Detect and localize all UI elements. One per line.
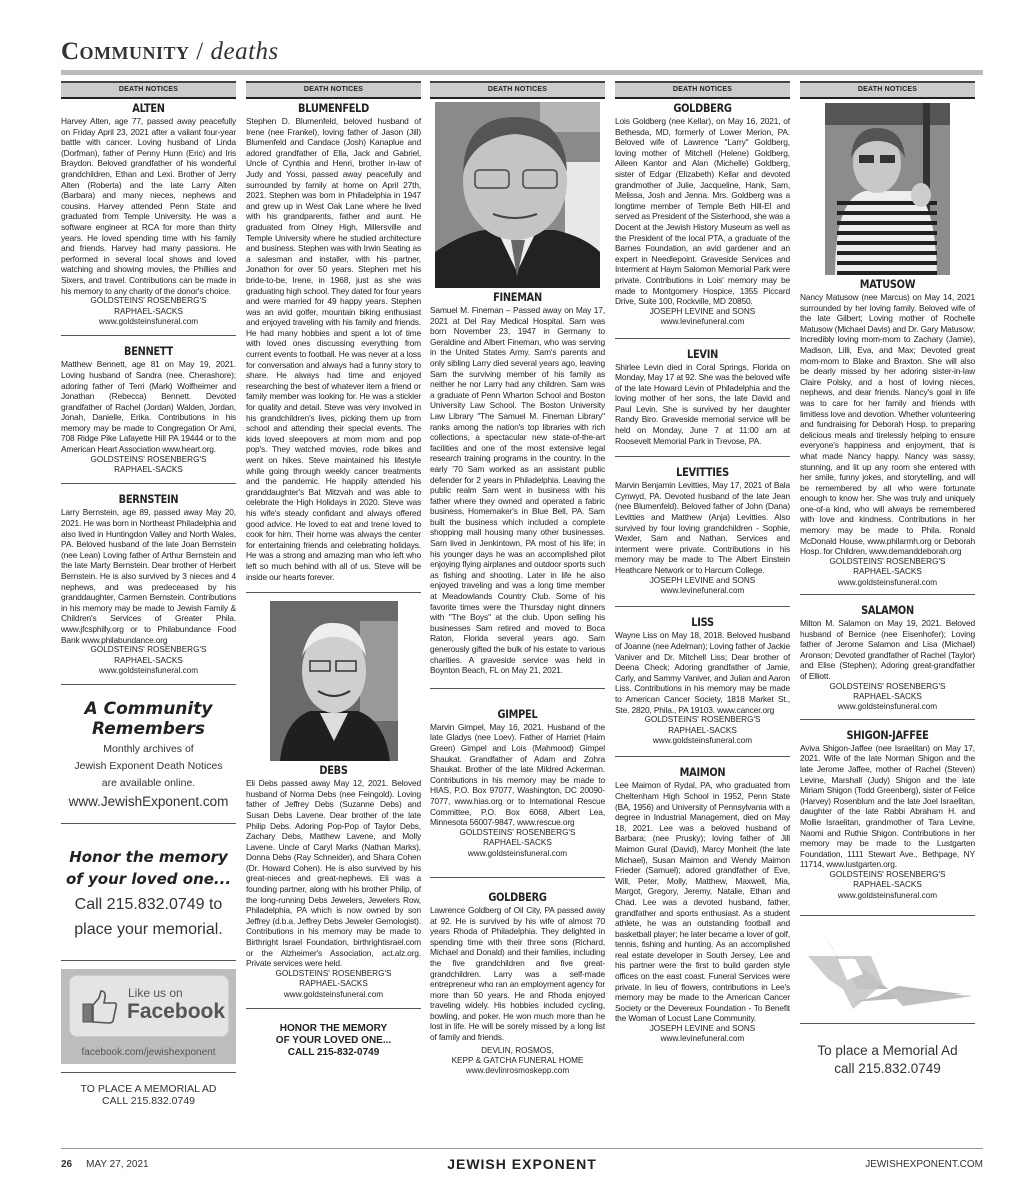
- notice-body: Lois Goldberg (nee Kellar), on May 16, 2021, of Bethesda, MD, formerly of Lower Merion, PA. Beloved wife of Lawrence "Larry" Goldberg, loving mother of Mitchell (Helene) Goldberg, Aileen Kantor and Alan (Michelle) Goldberg, sister of Edgar (Elizabeth) Kellar and devoted grandmother of Julie, Jacqueline, Hank, Sam, Melissa, Josh and Jenna. Mrs. Goldberg was a longtime member of Temple Beth Hill-El and served as President of the Sisterhood, she was a Docent at the Jewish History Museum as well as the President of the local PTA, a graduate of the Barnes Foundation, an avid gardener and an expert in Needlepoint. Graveside Services and Interment at Haym Salomon Memorial Park were private. Contributions in Lois' memory may be made to Montgomery Hospice, 1355 Piccard Drive, Suite 100, Rockville, MD 20850.: [615, 116, 790, 307]
- jewish-exponent-link[interactable]: www.JewishExponent.com: [68, 794, 229, 810]
- website-link[interactable]: JEWISHEXPONENT.COM: [865, 1159, 983, 1170]
- notice-body: Lee Maimon of Rydal, PA, who graduated from Cheltenham High School in 1952, Penn State (BA, 1956) and University of Pennsylvania with a degree in Industrial Management, died on May 18, 2021. Lee was a beloved husband of Barbara; (nee Prusky); loving father of Jill Maimon Gural (David), Marcy Monheit (the late Michael), Susan Maimon and Wendy Maimon Frieder (Samuel); adored grandfather of Eve, Will, Peter, Molly, Matthew, Maxwell, Mia, Margot, Gregory, Jeremy, Natalie, Ethan and Chad. Lee was a devoted husband, father, grandfather and sports enthusiast. As a student athlete, he was an outstanding football and basketball player; he later became a lover of golf, tennis, fishing and hunting. As an accomplished real estate developer in South Jersey, Lee and his partner were the first to build garden style offices on the east coast. Funeral Services were private. In lieu of flowers, contributions in Lee's memory may be made to the American Cancer Society or the Devereux Foundation - To Benefit the Woman of Locust Lane Community.: [615, 780, 790, 1024]
- notice-bennett: [61, 344, 236, 475]
- page-number: 26: [61, 1159, 73, 1170]
- divider: [615, 456, 790, 457]
- notice-body: Shirlee Levin died in Coral Springs, Florida on Monday, May 17 at 92. She was the beloved wife of the late Howard Levin of Philadelphia and the loving mother of her sons, the late David and Paul Levin. She is survived by her daughter Randy Biro. Graveside memorial service will be held on Monday, June 7 at 11:00 am at Roosevelt Memorial Park in Trevose, PA.: [615, 361, 790, 446]
- notice-shigon-jaffee: [800, 728, 975, 901]
- funeral-home: GOLDSTEINS' ROSENBERG'S RAPHAEL-SACKS www.goldsteinsfuneral.com: [800, 557, 975, 588]
- funeral-home-link[interactable]: www.goldsteinsfuneral.com: [837, 577, 938, 587]
- notice-matusow: [800, 103, 975, 588]
- notice-body: Marvin Gimpel, May 16, 2021. Husband of the late Gladys (nee Loev). Father of Harriet (Haim Green) Gimpel and Lois (Mahmood) Gimpel Shaukat. Grandfather of Adam and Zohra Shaukat. Brother of the late Mildred Ackerman. Contributions in his memory may be made to HIAS, P.O. Box 97077, Washington, DC 20090-7077, www.hias.org or to International Rescue Committee, P.O. Box 6068, Albert Lea, Minnesota 56007-9847, www.rescue.org: [430, 721, 605, 828]
- issue-date: MAY 27, 2021: [86, 1159, 149, 1170]
- funeral-home: GOLDSTEINS' ROSENBERG'S RAPHAEL-SACKS www.goldsteinsfuneral.com: [61, 296, 236, 327]
- funeral-home-link[interactable]: www.goldsteinsfuneral.com: [283, 989, 384, 999]
- funeral-home: DEVLIN, ROSMOS, KEPP & GATCHA FUNERAL HOME www.devlinrosmoskepp.com: [430, 1046, 605, 1077]
- notice-name: LISS: [691, 615, 714, 630]
- notice-body: Aviva Shigon-Jaffee (nee Israelitan) on May 17, 2021. Wife of the late Norman Shigon and the late Jerome Jaffee, mother of Rachel (Steven) Levine, Marshall (Judy) Shigon and the late Miriam Shigon (Todd Greenberg), sister of Felice (Harvey) Rosenblum and the late Joel Israelitan, daughter of the late Rabbi Abraham H. and Mollie Israelitan, grandmother of Tara Levine, Naomi and Ruthie Shigon. Contributions in her memory may be made to the Lustgarten Foundation, 1111 Stewart Ave., Bethpage, NY 11714, www.lustgarten.org.: [800, 742, 975, 870]
- notice-name: GIMPEL: [497, 706, 538, 721]
- section-name: Community: [61, 38, 190, 65]
- funeral-home-link[interactable]: www.goldsteinsfuneral.com: [652, 735, 753, 745]
- divider: [800, 1023, 975, 1024]
- notice-body: Eli Debs passed away May 12, 2021. Beloved husband of Norma Debs (nee Feingold). Loving father of Jeffrey Debs (Suzanne Debs) and Susan Debs Lavene. Dear brother of the late Philip Debs. Adoring Pop-Pop of Taylor Debs, Zachary Debs, Matthew Lavene, and Molly Lavene. Uncle of Caryl Marks (Nathan Marks), Donna Debs (Ray Schneider), and Shara Cohen (Dr. Howard Cohen). He is also survived by his great-nieces and great-nephews. Eli was a founding partner, along with his brother Philip, of the long-running Debs Jewelers, Jewelers Row, Philadelphia, PA which is now owned by son Jeffrey (d.b.a. Jeffrey Debs Jeweler Gemologist). Contributions in his memory may be made to Birthright Israel Foundation, birthrightisrael.com or the Alzheimer's Association, act.alz.org. Private services were held.: [246, 778, 421, 969]
- notice-name: SALAMON: [861, 603, 914, 618]
- notice-liss: [615, 615, 790, 746]
- death-notices-header: DEATH NOTICES: [61, 81, 236, 99]
- subsection-name: deaths: [210, 38, 279, 65]
- funeral-home-link[interactable]: www.goldsteinsfuneral.com: [98, 316, 199, 326]
- notice-goldberg-lawrence: [430, 890, 605, 1077]
- facebook-url[interactable]: facebook.com/jewishexponent: [81, 1047, 216, 1059]
- funeral-home: GOLDSTEINS' ROSENBERG'S RAPHAEL-SACKS www.goldsteinsfuneral.com: [430, 828, 605, 859]
- notice-gimpel: [430, 707, 605, 859]
- notice-body: Milton M. Salamon on May 19, 2021. Beloved husband of Bernice (nee Eisenhofer); Loving father of Jerome Salamon and Lisa (Michael) Aronson; Devoted grandfather of Rachel (Taylor) and Elise (Stephen); Adoring great-grandfather of Elliott.: [800, 618, 975, 682]
- funeral-home: GOLDSTEINS' ROSENBERG'S RAPHAEL-SACKS www.goldsteinsfuneral.com: [246, 969, 421, 1000]
- divider: [615, 756, 790, 757]
- funeral-home: GOLDSTEINS' ROSENBERG'S RAPHAEL-SACKS: [90, 454, 207, 475]
- funeral-home-link[interactable]: www.devlinrosmoskepp.com: [465, 1066, 570, 1076]
- notice-name: LEVIN: [686, 346, 719, 361]
- notice-blumenfeld: [246, 101, 421, 582]
- notice-fineman: [430, 102, 605, 676]
- divider: [61, 823, 236, 824]
- divider: [61, 1072, 236, 1073]
- notice-name: BERNSTEIN: [118, 492, 179, 507]
- column-2: [246, 81, 421, 1059]
- divider: [246, 592, 421, 593]
- notice-name: FINEMAN: [493, 290, 542, 304]
- funeral-home-link[interactable]: www.levinefuneral.com: [660, 317, 745, 327]
- funeral-home: JOSEPH LEVINE and SONS www.levinefuneral.com: [615, 307, 790, 328]
- death-notices-header: DEATH NOTICES: [246, 81, 421, 99]
- funeral-home-link[interactable]: www.levinefuneral.com: [660, 1034, 745, 1044]
- notice-alten: [61, 101, 236, 327]
- divider: [615, 338, 790, 339]
- notice-body: Harvey Alten, age 77, passed away peacefully on Friday April 23, 2021 after a valiant four-year battle with cancer. Loving husband of Linda (Dorfman), father of Penny Hunn (Eric) and Iris Braydon. Beloved grandfather of his wonderful grandchildren, Ethan and Lexi. Brother of Jerry Alten (Roberta) and the late Larry Alten (Barbara) and many nieces, nephews and cousins. Harvey attended Penn State and graduated from Temple University. He was a software engineer at RCA for more than thirty years. He loved spending time with his family and friends. Harvey had many passions. He performed in several local shows and loved watching and showing movies, the Phillies and Sixers, and travel. Contributions can be made in his memory to any charity of the donor's choice.: [61, 116, 236, 296]
- funeral-home: GOLDSTEINS' ROSENBERG'S RAPHAEL-SACKS www.goldsteinsfuneral.com: [800, 870, 975, 901]
- page-header: [61, 38, 983, 75]
- divider: [246, 1008, 421, 1009]
- funeral-home: GOLDSTEINS' ROSENBERG'S RAPHAEL-SACKS www.goldsteinsfuneral.com: [615, 715, 790, 746]
- divider: [800, 915, 975, 916]
- death-notices-header: DEATH NOTICES: [615, 81, 790, 99]
- divider: [800, 719, 975, 720]
- page-footer: [61, 1148, 983, 1179]
- funeral-home-link[interactable]: www.goldsteinsfuneral.com: [467, 848, 568, 858]
- funeral-home: GOLDSTEINS' ROSENBERG'S RAPHAEL-SACKS www.goldsteinsfuneral.com: [61, 645, 236, 676]
- notice-debs: [246, 601, 421, 1000]
- divider: [800, 594, 975, 595]
- facebook-button[interactable]: Like us on Facebook: [69, 975, 229, 1037]
- death-notices-header: DEATH NOTICES: [800, 81, 975, 99]
- memorial-ad-promo: [800, 924, 975, 1078]
- notice-goldberg-lois: [615, 101, 790, 328]
- divider: [61, 684, 236, 685]
- column-4: [615, 81, 790, 1045]
- funeral-home: GOLDSTEINS' ROSENBERG'S RAPHAEL-SACKS www.goldsteinsfuneral.com: [800, 682, 975, 713]
- column-3: [430, 81, 605, 1077]
- portrait-photo: [435, 102, 600, 288]
- section-title: Community / deaths: [61, 38, 279, 65]
- divider: [61, 335, 236, 336]
- divider: [615, 606, 790, 607]
- notice-body: Samuel M. Fineman – Passed away on May 17, 2021 at Del Ray Medical Hospital. Sam was born November 23, 1947 in Germany to Geraldine and Albert Fineman, who was serving in the United States Army. Sam's parents and only sibling Larry died several years ago, leaving Sam the surviving member of his family as neither he nor Larry had any children. Sam was a graduate of Penn Wharton School and Boston University Law School. The Boston University Law Library "The Samuel M. Fineman Library" ranks among the nation's top libraries with rich collections, a spectacular new state-of-the-art facilities and one of the most extensive legal research training programs in the country. In the early '70 Sam worked as an assistant public defender for 2 years in Philadelphia. Leaving the public realm Sam went in business with his father where they owned and operated a fabric business, Homemaker's in Blue Bell, PA. Sam built the business which included a complete shopping mall housing many other businesses. Sam lived in Jenkintown, PA most of his life; in his younger days he was an accomplished pilot enjoying flying airplanes and outdoor sports such as fishing and shooting. Later in life he also enjoyed traveling and was a long time member at Meadowlands Country Club. Some of his favorite times were the Thursday night dinners with "The Boys" at the club. Upon selling his businesses Sam retired and moved to Boca Raton, Florida several years ago. Sam generously gifted the bulk of his estate to various charities. A graveside service was held in Boynton Beach, FL on May 21, 2021.: [430, 305, 605, 676]
- header-rule: [61, 70, 983, 75]
- funeral-home: JOSEPH LEVINE and SONS www.levinefuneral.com: [615, 1024, 790, 1045]
- divider: [430, 877, 605, 878]
- portrait-photo: [825, 103, 950, 275]
- notice-name: DEBS: [319, 763, 348, 778]
- notice-name: GOLDBERG: [673, 101, 732, 115]
- notice-body: Nancy Matusow (nee Marcus) on May 14, 2021 surrounded by her loving family. Beloved wife of the late Gilbert; Loving mother of Rochelle Matusow (Michael Davis) and Dr. Gary Matusow; Incredibly loving mom-mom to Zachary (Jamie), Madison, Lilli, Eva, and Max; Devoted great mom-mom to Blake and Braxton. She will also be dearly missed by her adoring sister-in-law Claire Polsky, and a host of loving nieces, nephews, and dear friends. Nancy's goal in life was to care for her family and friends with limitless love and devotion. Whether volunteering and fundraising for Deborah Hosp. to preparing delicious meals and tirelessly helping to ensure everyone's happiness and enjoyment, that is what made Nancy happy. Nancy was sassy, stunning, and lit up any room she entered with her smile, funny jokes, and storytelling, and will be remembered by all who were fortunate enough to know her. She was truly and uniquely one-of-a kind, who will always be remembered with love and kindness. Contributions in her memory may be made to Phila. Ronald McDonald House, www.philarmh.org or Deborah Hosp. for Children, www.demanddeborah.org: [800, 292, 975, 557]
- masthead: JEWISH EXPONENT: [447, 1156, 597, 1172]
- notice-levitties: [615, 465, 790, 596]
- notice-bernstein: [61, 492, 236, 676]
- funeral-home-link[interactable]: www.goldsteinsfuneral.com: [98, 666, 199, 675]
- death-notices-header: DEATH NOTICES: [430, 81, 605, 99]
- notice-body: Matthew Bennett, age 81 on May 19, 2021. Loving husband of Sandra (nee. Cherashore); adoring father of Terri (Mark) Wolfheimer and Jonathan (Rebecca) Bennett. Devoted grandfather of Rachel (Jordan) Walden, Jordan, Jonah, Danielle, Erika. Contributions in his memory may be made to Congregation Or Ami, 708 Ridge Pike Lafayette Hill PA 19444 or to the American Heart Association www.heart.org.: [61, 359, 236, 455]
- facebook-promo[interactable]: [61, 969, 236, 1064]
- notice-body: Larry Bernstein, age 89, passed away May 20, 2021. He was born in Northeast Philadelphia and also lived in Huntingdon Valley and North Wales, PA. Beloved husband of the late Joan Bernstein (nee Lean) Loving father of Arthur Bernstein and the late Marty Bernstein. Dear brother of Herbert Bernstein. He is also survived by 3 nieces and 4 nephews, and was predeceased by his granddaughter, Carmen Bernstein. Contributions in his memory may be made to Jewish Family & Children's Services of Greater Phila. www.jfcsphilly.org or to Philabundance Food Bank www.philabundance.org: [61, 507, 236, 645]
- divider: [430, 688, 605, 689]
- notice-name: GOLDBERG: [488, 889, 547, 904]
- funeral-home: JOSEPH LEVINE and SONS www.levinefuneral.com: [615, 576, 790, 597]
- notice-name: MATUSOW: [859, 277, 916, 291]
- notice-maimon: [615, 765, 790, 1044]
- notice-levin: [615, 347, 790, 447]
- memorial-ad-text: To place a Memorial Ad call 215.832.0749: [817, 1043, 958, 1077]
- community-remembers-promo: A Community Remembers Monthly archives of Jewish Exponent Death Notices are available online. www.JewishExponent.com: [61, 699, 236, 809]
- notice-name: BLUMENFELD: [297, 101, 370, 115]
- honor-memory-promo: Honor the memory of your loved one... Call 215.832.0749 to place your memorial.: [65, 848, 232, 939]
- column-5: [800, 81, 975, 1078]
- portrait-photo: [270, 601, 398, 761]
- column-1: [61, 81, 236, 1107]
- notice-name: ALTEN: [132, 101, 165, 115]
- notice-name: SHIGON-JAFFEE: [846, 727, 929, 742]
- honor-memory-box: HONOR THE MEMORY OF YOUR LOVED ONE... CALL 215-832-0749: [275, 1023, 392, 1059]
- notice-body: Wayne Liss on May 18, 2018. Beloved husband of Joanne (nee Adelman); Loving father of Jackie Vaniver and Dr. Mitchell Liss; Dear brother of Deena Check; Adoring grandfather of Jamie, Carly, and Sammy Vaniver, and Julian and Aaron Liss. Contributions in his memory may be made to American Cancer Society, 1818 Market St., Ste. 2820, Phila., PA 19103. www.cancer.org: [615, 630, 790, 715]
- place-memorial-ad-text: TO PLACE A MEMORIAL AD CALL 215.832.0749: [80, 1083, 217, 1108]
- notice-name: LEVITTIES: [676, 465, 729, 480]
- divider: [61, 483, 236, 484]
- notice-body: Marvin Benjamin Levitties, May 17, 2021 of Bala Cynwyd, PA. Devoted husband of the late Jean (nee Blumenfeld). Beloved father of John (Dana) Levitties and Matthew (Anja) Levitties. Also survived by four loving grandchildren - Sophie, Wexler, Sam and Nathan. Services and interment were private. Contributions in his memory may be made to The Albert Einstein Heathcare Network or to Harcum College.: [615, 480, 790, 575]
- thumbs-up-icon: [82, 990, 118, 1024]
- divider: [61, 960, 236, 961]
- notice-body: Stephen D. Blumenfeld, beloved husband of Irene (nee Frankel), loving father of Jason (Jill) Blumenfeld and Candace (Josh) Kanaplue and adored grandfather of Ella, Jack and Gabriel, Uncle of Cynthia and Henri, brother in-law of Judy and Yossi, passed away peacefully and surrounded by family at home on April 27th, 2021. Stephen was born in Philadelphia in 1947 and grew up in West Oak Lane where he lived with his grandparents, father and aunt. He graduated from Olney High, Millersville and Temple University where he studied architecture and business. Stephen was with Irwin Seating as a salesman and installer, with his partner, Jonathon for over 50 years. Stephen met his bride-to-be, Irene, in 1968, just as she was graduating high school. They dated for four years and were married for 49 happy years. Stephen was an avid golfer, mountain biking enthusiast and enjoyed traveling with his family and friends. He had many hobbies and spent a lot of time with loved ones discussing everything from current events to football. He was never at a loss for conversation and always had a funny story to share. He always had time and enjoyed researching the best of whatever item a friend or family member was looking for. He was a stickler for quality and detail. Steve was very involved in his grandchildren's lives, picking them up from school and attending their special events. The kids loved sleepovers at mom mom and pop pop's. They watched movies, rode bikes and went on hikes. Steve maintained his lifestyle while going through weekly cancer treatments and the pandemic. He happily attended his granddaughter's Bat Mitzvah and was able to celebrate the High Holidays in 2020. Steve was his wife's steady confidant and always offered good advice. He loved to eat and Irene loved to cook for him. Their home was always the center for entertaining friends and celebrating holidays. He was a strong and amazing man who left who left so much behind with all of us. Steve will be inside our hearts forever.: [246, 116, 421, 582]
- notice-salamon: [800, 603, 975, 713]
- notice-name: BENNETT: [124, 344, 173, 359]
- star-of-david-icon: [803, 924, 973, 1014]
- funeral-home-link[interactable]: www.goldsteinsfuneral.com: [837, 702, 938, 712]
- notice-body: Lawrence Goldberg of Oil City, PA passed away at 92. He is survived by his wife of almost 70 years Rhoda of Philadelphia. They delighted in spending time with their three sons (Richard, Michael and Donald) and their families, including the five grandchildren and five great-grandchildren. Larry was a self-made entrepreneur who ran an employment agency for more than 50 years. He and Rhoda enjoyed traveling widely. His hobbies included cycling, bowling, and poker. He won much more than he lost in life. He will be sorely missed by a long list of family and friends.: [430, 904, 605, 1043]
- notice-name: MAIMON: [679, 765, 726, 780]
- funeral-home-link[interactable]: www.levinefuneral.com: [660, 586, 745, 595]
- funeral-home-link[interactable]: www.goldsteinsfuneral.com: [837, 890, 938, 900]
